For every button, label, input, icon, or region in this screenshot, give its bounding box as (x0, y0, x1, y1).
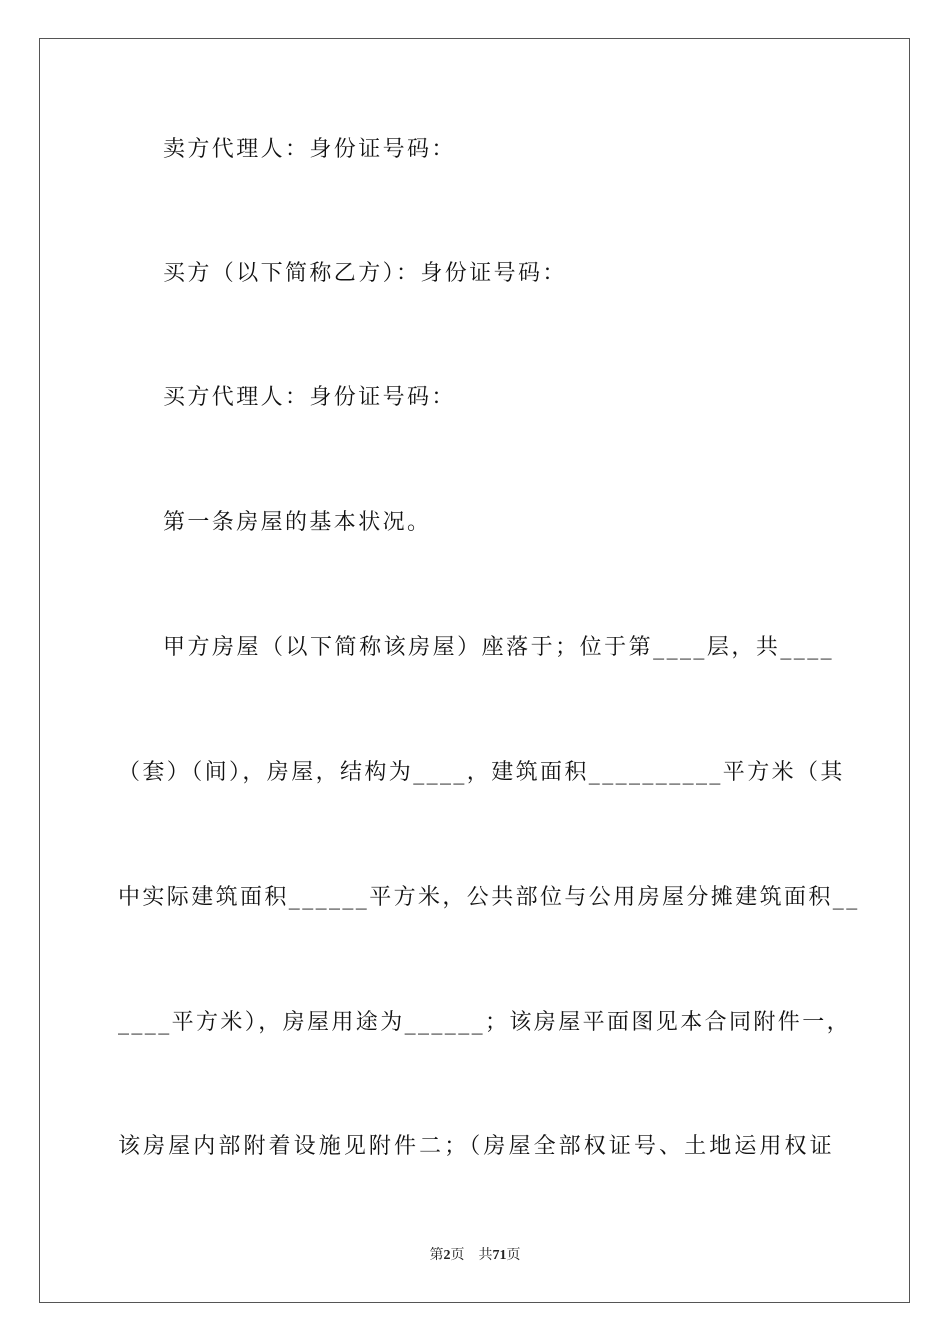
page-border (39, 38, 910, 1303)
footer-page-suffix: 页 (450, 1248, 465, 1263)
body-line-3: 中实际建筑面积______平方米，公共部位与公用房屋分摊建筑面积__ (118, 885, 860, 910)
body-line-2: （套）（间），房屋，结构为____，建筑面积__________平方米（其 (118, 760, 845, 785)
body-line-4: ____平方米），房屋用途为______；该房屋平面图见本合同附件一， (118, 1010, 852, 1035)
article-one-heading: 第一条房屋的基本状况。 (163, 510, 432, 535)
body-line-1: 甲方房屋（以下简称该房屋）座落于；位于第____层，共____ (163, 635, 834, 660)
buyer-agent-line: 买方代理人：身份证号码： (163, 385, 456, 410)
seller-agent-line: 卖方代理人：身份证号码： (163, 137, 456, 162)
body-line-5: 该房屋内部附着设施见附件二；（房屋全部权证号、土地运用权证 (118, 1134, 834, 1159)
footer-total-pages: 71 (492, 1248, 507, 1263)
footer-page-prefix: 第 (429, 1248, 444, 1263)
footer-page-number: 2 (443, 1248, 451, 1263)
footer-total-suffix: 页 (506, 1248, 521, 1263)
footer-total-prefix: 共 (478, 1248, 493, 1263)
page-footer (0, 1246, 950, 1266)
buyer-line: 买方（以下简称乙方）：身份证号码： (163, 261, 567, 286)
